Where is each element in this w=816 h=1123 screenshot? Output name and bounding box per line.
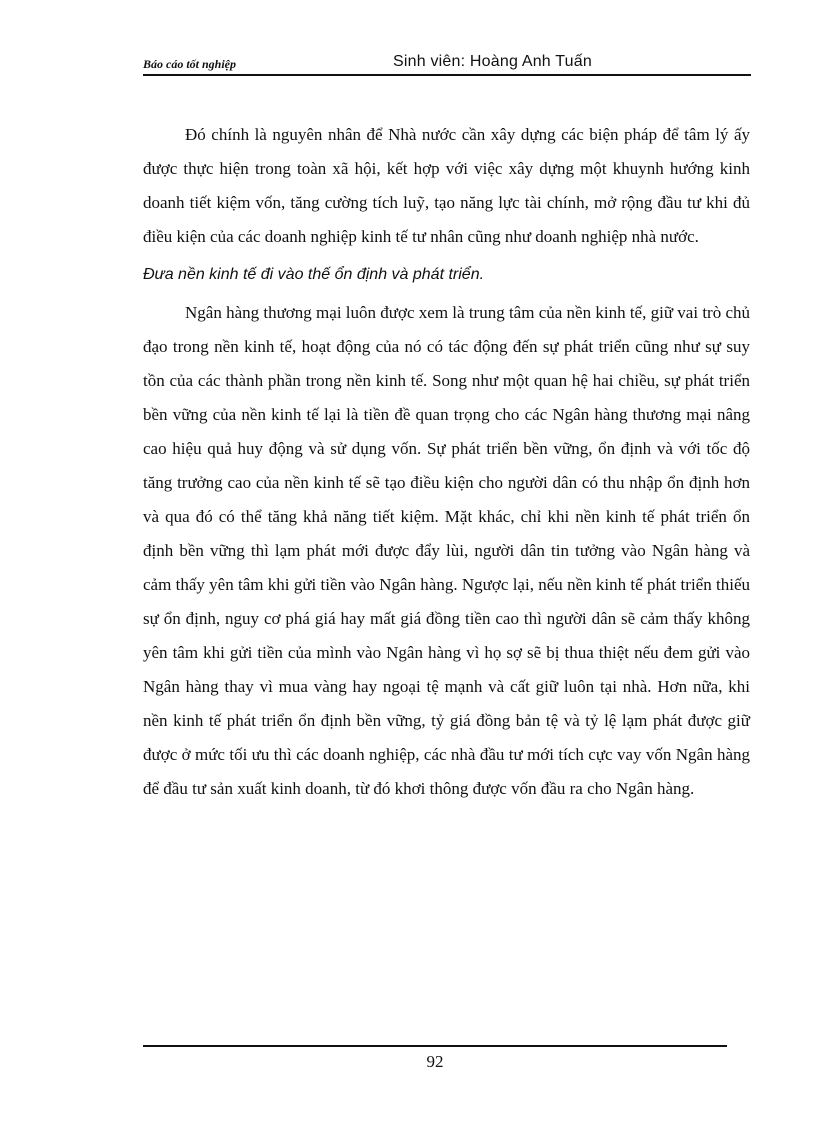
page-body	[143, 118, 750, 806]
report-type-label: Báo cáo tốt nghiệp	[143, 57, 237, 71]
footer-divider	[143, 1045, 727, 1047]
student-name-label: Sinh viên: Hoàng Anh Tuấn	[393, 53, 592, 70]
paragraph-1: Đó chính là nguyên nhân để Nhà nước cần xây dựng các biện pháp để tâm lý ấy được thực hiện trong toàn xã hội, kết hợp với việc xây dựng một khuynh hướng kinh doanh tiết kiệm vốn, tăng cường tích luỹ, tạo năng lực tài chính, mở rộng đầu tư khi đủ điều kiện của các doanh nghiệp kinh tế tư nhân cũng như doanh nghiệp nhà nước.	[143, 125, 750, 246]
page-number: 92	[426, 1052, 444, 1071]
page-header	[143, 50, 751, 78]
paragraph-2: Ngân hàng thương mại luôn được xem là trung tâm của nền kinh tế, giữ vai trò chủ đạo trong nền kinh tế, hoạt động của nó có tác động đến sự phát triển cũng như sự suy tồn của các thành phần trong nền kinh tế. Song như một quan hệ hai chiều, sự phát triển bền vững của nền kinh tế lại là tiền đề quan trọng cho các Ngân hàng thương mại nâng cao hiệu quả huy động và sử dụng vốn. Sự phát triển bền vững, ổn định và với tốc độ tăng trưởng cao của nền kinh tế sẽ tạo điều kiện cho người dân có thu nhập ổn định hơn và qua đó có thể tăng khả năng tiết kiệm. Mặt khác, chỉ khi nền kinh tế phát triển ổn định bền vững thì lạm phát mới được đẩy lùi, người dân tin tưởng vào Ngân hàng và cảm thấy yên tâm khi gửi tiền vào Ngân hàng. Ngược lại, nếu nền kinh tế phát triển thiếu sự ổn định, nguy cơ phá giá hay mất giá đồng tiền cao thì người dân sẽ cảm thấy không yên tâm khi gửi tiền của mình vào Ngân hàng vì họ sợ sẽ bị thua thiệt nếu đem gửi vào Ngân hàng thay vì mua vàng hay ngoại tệ mạnh và cất giữ luôn tại nhà. Hơn nữa, khi nền kinh tế phát triển ổn định bền vững, tỷ giá đồng bản tệ và tỷ lệ lạm phát được giữ được ở mức tối ưu thì các doanh nghiệp, các nhà đầu tư mới tích cực vay vốn Ngân hàng để đầu tư sản xuất kinh doanh, từ đó khơi thông được vốn đầu ra cho Ngân hàng.	[143, 303, 750, 798]
header-divider	[143, 74, 751, 76]
section-subheading: Đưa nền kinh tế đi vào thế ổn định và phát triển.	[143, 266, 485, 283]
